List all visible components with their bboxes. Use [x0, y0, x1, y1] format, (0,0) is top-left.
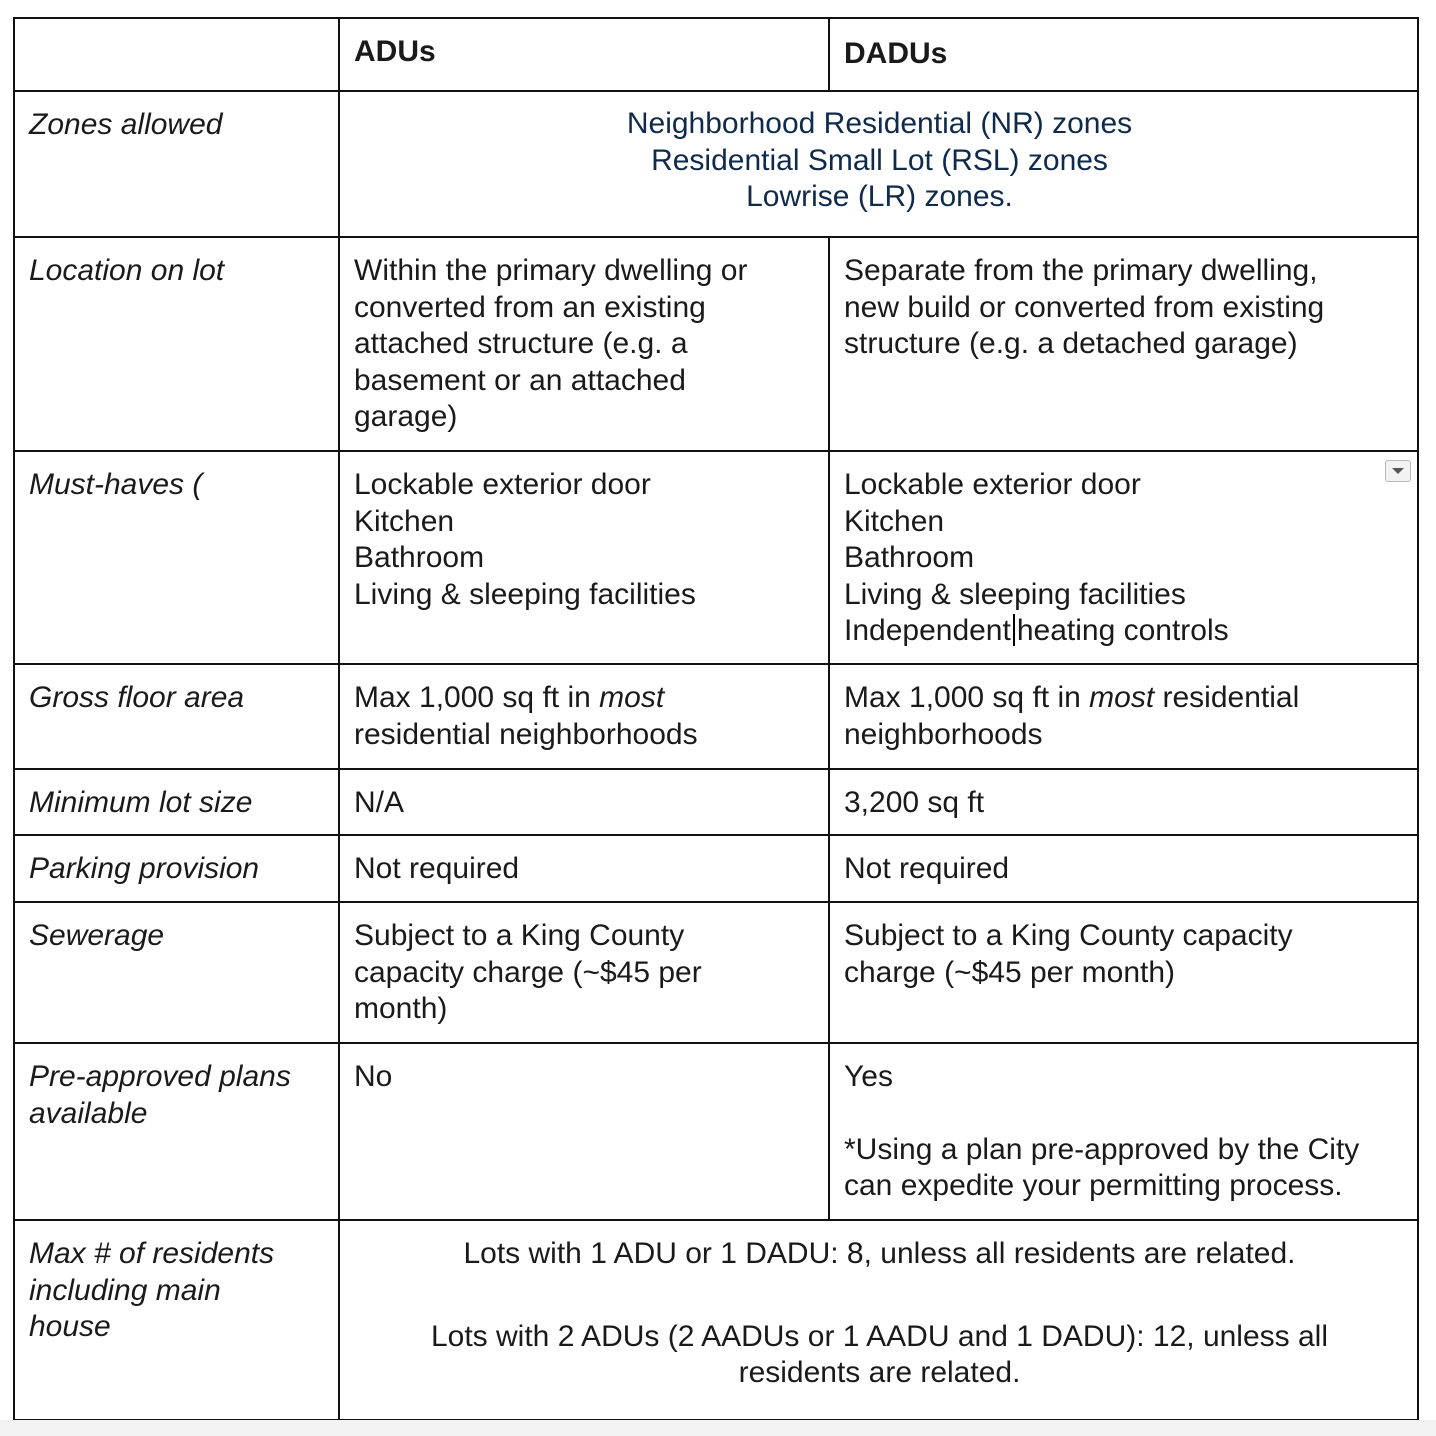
gfa-adu-cell[interactable] [339, 664, 829, 769]
location-dadu-cell[interactable] [829, 237, 1418, 451]
gfa-dadu-cell[interactable] [829, 664, 1418, 769]
gfa-dadu-emphasis: most [1089, 681, 1155, 714]
must-adu-item: Lockable exterior door [354, 468, 651, 501]
gfa-adu-text: Max 1,000 sq ft in [354, 681, 600, 714]
must-dadu-item: Living & sleeping facilities [844, 577, 1186, 611]
location-dadu-line: new build or converted from existing [844, 290, 1325, 324]
plans-dadu-cell[interactable] [829, 1043, 1418, 1220]
plans-dadu-note: *Using a plan pre-approved by the City [844, 1132, 1360, 1166]
zone-lr: Lowrise (LR) zones. [746, 180, 1013, 214]
label-zones[interactable]: Zones allowed [14, 91, 339, 237]
row-min-lot-size [14, 769, 1418, 835]
must-dadu-item: Kitchen [844, 504, 945, 538]
zones-cell[interactable] [339, 91, 1418, 237]
plans-label-line: available [29, 1096, 148, 1130]
must-adu-item: Kitchen [354, 504, 455, 538]
sewer-dadu-cell[interactable] [829, 902, 1418, 1043]
zone-rsl: Residential Small Lot (RSL) zones [651, 143, 1108, 177]
location-dadu-line: structure (e.g. a detached garage) [844, 327, 1298, 361]
label-pre-approved-plans[interactable] [14, 1043, 339, 1220]
lot-dadu-cell[interactable]: 3,200 sq ft [829, 769, 1418, 835]
must-adu-cell[interactable] [339, 451, 829, 664]
residents-cell[interactable] [339, 1220, 1418, 1420]
residents-line-2: Lots with 2 ADUs (2 AADUs or 1 AADU and 1 DADU): 12, unless all [430, 1319, 1329, 1353]
plans-label-line: Pre-approved plans [29, 1060, 291, 1093]
must-dadu-item: Bathroom [844, 541, 975, 575]
location-adu-line: garage) [354, 400, 458, 434]
text-cursor [1013, 614, 1015, 646]
plans-dadu-answer: Yes [844, 1060, 893, 1093]
row-zones [14, 91, 1418, 237]
label-max-residents[interactable] [14, 1220, 339, 1420]
sewer-adu-line: month) [354, 992, 448, 1026]
header-dadus[interactable]: DADUs [829, 18, 1418, 91]
residents-label-line: including main [29, 1273, 221, 1307]
must-dadu-item: Lockable exterior door [844, 468, 1141, 501]
must-dadu-last-a: Independent [844, 614, 1011, 648]
sewer-dadu-line: Subject to a King County capacity [844, 919, 1293, 952]
gfa-dadu-text: Max 1,000 sq ft in [844, 681, 1090, 714]
row-parking [14, 835, 1418, 902]
must-adu-item: Living & sleeping facilities [354, 577, 696, 611]
location-adu-line: converted from an existing [354, 290, 706, 324]
bottom-margin [0, 1420, 1436, 1436]
parking-dadu-cell[interactable]: Not required [829, 835, 1418, 902]
location-adu-cell[interactable] [339, 237, 829, 451]
label-parking[interactable]: Parking provision [14, 835, 339, 902]
header-adus[interactable]: ADUs [339, 18, 829, 91]
residents-label-line: Max # of residents [29, 1237, 275, 1270]
zone-nr: Neighborhood Residential (NR) zones [626, 107, 1133, 140]
gfa-adu-text: residential neighborhoods [354, 717, 698, 751]
must-dadu-last-b: heating controls [1016, 614, 1229, 648]
location-adu-line: Within the primary dwelling or [354, 254, 748, 287]
label-sewerage[interactable]: Sewerage [14, 902, 339, 1043]
must-dadu-item [844, 613, 1405, 650]
gfa-dadu-text: residential [1154, 681, 1300, 714]
sewer-adu-line: capacity charge (~$45 per [354, 955, 702, 989]
location-adu-line: basement or an attached [354, 363, 686, 397]
location-dadu-line: Separate from the primary dwelling, [844, 254, 1318, 287]
row-sewerage [14, 902, 1418, 1043]
row-gross-floor-area [14, 664, 1418, 769]
must-adu-item: Bathroom [354, 541, 485, 575]
residents-line-3: residents are related. [738, 1356, 1021, 1390]
gfa-adu-emphasis: most [599, 681, 665, 714]
label-gross-floor-area[interactable]: Gross floor area [14, 664, 339, 769]
label-location[interactable]: Location on lot [14, 237, 339, 451]
residents-label-line: house [29, 1310, 111, 1344]
sewer-adu-line: Subject to a King County [354, 919, 685, 952]
sewer-dadu-line: charge (~$45 per month) [844, 955, 1176, 989]
gfa-dadu-text: neighborhoods [844, 717, 1043, 751]
residents-line-1: Lots with 1 ADU or 1 DADU: 8, unless all residents are related. [463, 1237, 1296, 1270]
sewer-adu-cell[interactable] [339, 902, 829, 1043]
must-dadu-cell[interactable] [829, 451, 1418, 664]
plans-dadu-note: can expedite your permitting process. [844, 1169, 1343, 1203]
row-max-residents [14, 1220, 1418, 1420]
row-must-haves [14, 451, 1418, 664]
parking-adu-cell[interactable]: Not required [339, 835, 829, 902]
lot-adu-cell[interactable]: N/A [339, 769, 829, 835]
location-adu-line: attached structure (e.g. a [354, 327, 688, 361]
label-must-haves[interactable]: Must-haves ( [14, 451, 339, 664]
row-location [14, 237, 1418, 451]
plans-adu-cell[interactable]: No [339, 1043, 829, 1220]
chevron-down-icon[interactable] [1385, 460, 1411, 482]
label-min-lot-size[interactable]: Minimum lot size [14, 769, 339, 835]
row-pre-approved-plans [14, 1043, 1418, 1220]
header-row [14, 18, 1418, 91]
header-empty-cell[interactable] [14, 18, 339, 91]
comparison-table [13, 17, 1419, 1421]
